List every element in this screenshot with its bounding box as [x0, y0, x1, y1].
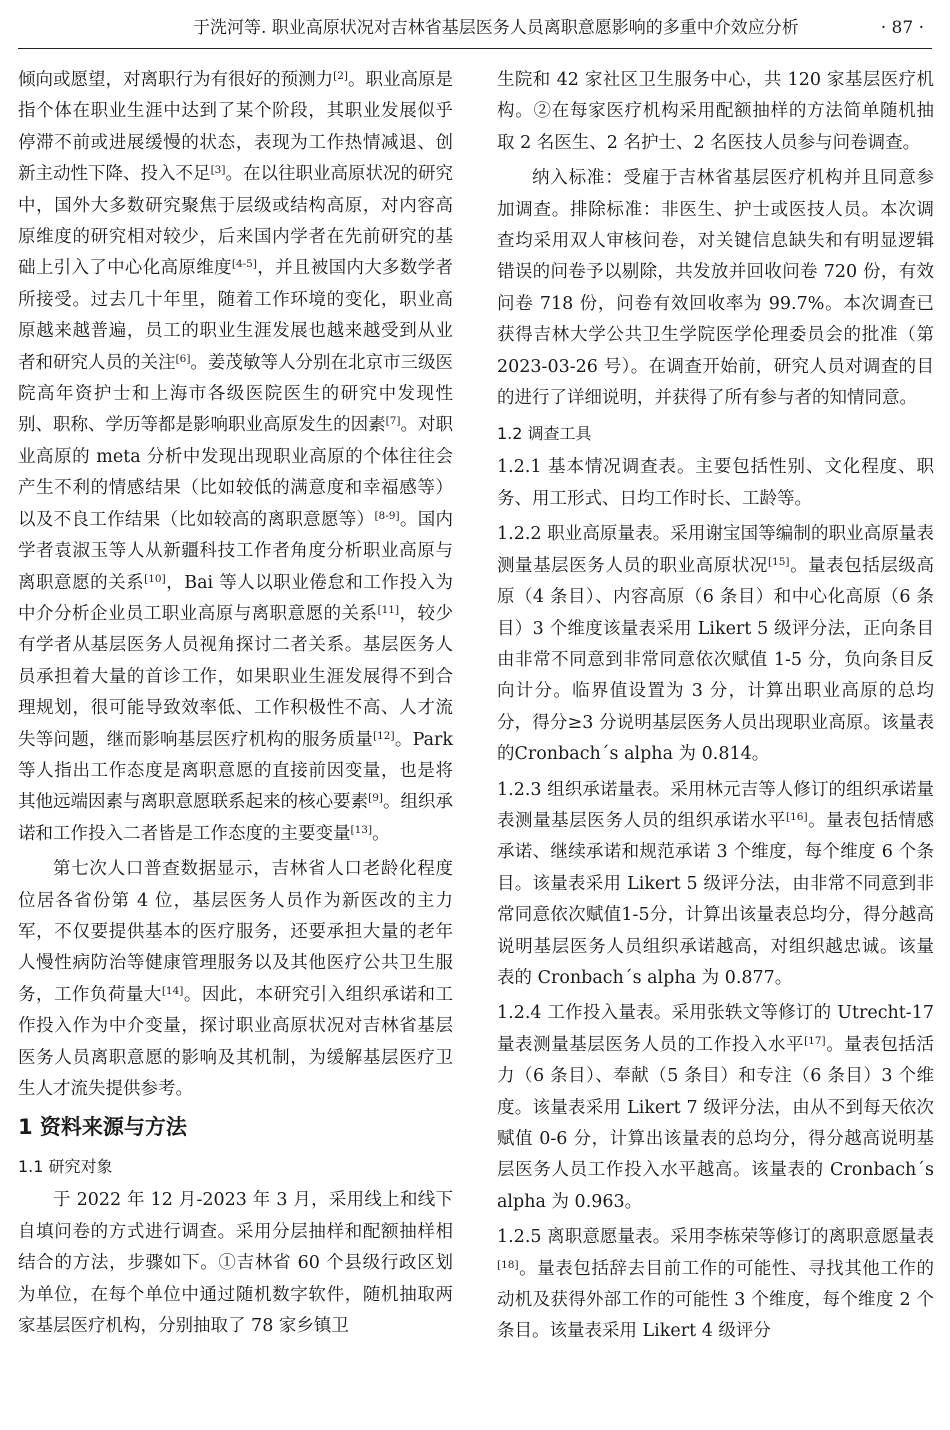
citation: [6] — [175, 352, 191, 365]
paragraph-turnover-scale: 1.2.5 离职意愿量表。采用李栋荣等修订的离职意愿量表[18]。量表包括辞去目前工作的可能性、寻找其他工作的动机及获得外部工作的可能性 3 个维度，每个维度 2 个条目。该量表采用 Likert 4 级评分 — [497, 1227, 934, 1342]
citation: [2] — [333, 70, 348, 82]
paragraph-sampling: 于 2022 年 12 月-2023 年 3 月，采用线上和线下自填问卷的方式进行调查。采用分层抽样和配额抽样相结合的方法，步骤如下。①吉林省 60 个县级行政区划为单位，在每个单位中通过随机数字软件，随机抽取两家基层医疗机构，分别抽取了 78 家乡镇卫 — [18, 1190, 453, 1337]
paragraph-engagement-scale: 1.2.4 工作投入量表。采用张轶文等修订的 Utrecht-17 量表测量基层医务人员的工作投入水平[17]。量表包括活力（6 条目）、奉献（5 条目）和专注（6 条目）3 个维度。该量表采用 Likert 7 级评分法，由从不到每天依次赋值 0-6 分，计算出该量表的总均分，得分越高说明基层医务人员工作投入水平越高。该量表的 Cronbach´s alpha 为 0.963。 — [497, 1003, 934, 1212]
citation: [17] — [804, 1034, 826, 1047]
paragraph-career-plateau-scale: 1.2.2 职业高原量表。采用谢宝国等编制的职业高原量表测量基层医务人员的职业高原状况[15]。量表包括层级高原（4 条目）、内容高原（6 条目）和中心化高原（6 条目）3 个维度该量表采用 Likert 5 级评分法，正向条目由非常不同意到非常同意依次赋值 1-5 分，负向条目反向计分。临界值设置为 3 分，计算出职业高原的总均分，得分≥3 分说明基层医务人员出现职业高原。该量表的Cronbach´s alpha 为 0.814。 — [497, 524, 934, 765]
section-heading-methods: 1 资料来源与方法 — [18, 1115, 187, 1140]
citation: [3] — [210, 164, 226, 177]
citation: [18] — [497, 1258, 519, 1271]
running-header — [18, 8, 932, 49]
subsection-heading-instruments: 1.2 调查工具 — [497, 424, 592, 444]
citation: [13] — [350, 823, 373, 836]
page-number: · 87 · — [880, 18, 924, 38]
right-column — [497, 65, 934, 1348]
citation: [4-5] — [231, 258, 257, 271]
citation: [7] — [385, 415, 401, 428]
citation: [14] — [161, 984, 184, 997]
running-title: 于洗河等. 职业高原状况对吉林省基层医务人员离职意愿影响的多重中介效应分析 — [193, 18, 799, 38]
citation: [16] — [786, 810, 808, 823]
citation: [9] — [368, 792, 383, 805]
paragraph-intro-continued: 倾向或愿望，对离职行为有很好的预测力[2]。职业高原是指个体在职业生涯中达到了某个阶段，其职业发展似乎停滞不前或进展缓慢的状态，表现为工作热情减退、创新主动性下降、投入不足[3]。在以往职业高原状况的研究中，国外大多数研究聚焦于层级或结构高原，对内容高原维度的研究相对较少，后来国内学者在先前研究的基础上引入了中心化高原维度[4-5]，并且被国内大多数学者所接受。过去几十年里，随着工作环境的变化，职业高原越来越普遍，员工的职业生涯发展也越来越受到从业者和研究人员的关注[6]。姜茂敏等人分别在北京市三级医院高年资护士和上海市各级医院医生的研究中发现性别、职称、学历等都是影响职业高原发生的因素[7]。对职业高原的 meta 分析中发现出现职业高原的个体往往会产生不利的情感结果（比如较低的满意度和幸福感等）以及不良工作结果（比如较高的离职意愿等）[8-9]。国内学者袁淑玉等人从新疆科技工作者角度分析职业高原与离职意愿的关系[10]，Bai 等人以职业倦怠和工作投入为中介分析企业员工职业高原与离职意愿的关系[11]，较少有学者从基层医务人员视角探讨二者关系。基层医务人员承担着大量的首诊工作，如果职业生涯发展得不到合理规划，很可能导致效率低、工作积极性不高、人才流失等问题，继而影响基层医疗机构的服务质量[12]。Park 等人指出工作态度是离职意愿的直接前因变量，也是将其他远端因素与离职意愿联系起来的核心要素[9]。组织承诺和工作投入二者皆是工作态度的主要变量[13]。 — [18, 70, 454, 844]
paragraph-population-aging: 第七次人口普查数据显示，吉林省人口老龄化程度位居各省份第 4 位，基层医务人员作为新医改的主力军，不仅要提供基本的医疗服务，还要承担大量的老年人慢性病防治等健康管理服务以及其他医疗公共卫生服务，工作负荷量大[14]。因此，本研究引入组织承诺和工作投入作为中介变量，探讨职业高原状况对吉林省基层医务人员离职意愿的影响及其机制，为缓解基层医疗卫生人才流失提供参考。 — [18, 859, 454, 1099]
subsection-heading-subjects: 1.1 研究对象 — [18, 1157, 113, 1177]
paragraph-sampling-continued: 生院和 42 家社区卫生服务中心，共 120 家基层医疗机构。②在每家医疗机构采用配额抽样的方法简单随机抽取 2 名医生、2 名护士、2 名医技人员参与问卷调查。 — [497, 70, 934, 153]
citation: [12] — [373, 729, 395, 742]
left-column — [18, 65, 453, 1342]
paragraph-basic-info: 1.2.1 基本情况调查表。主要包括性别、文化程度、职务、用工形式、日均工作时长、工龄等。 — [497, 457, 934, 509]
citation: [8-9] — [374, 509, 400, 522]
citation: [10] — [144, 572, 166, 585]
paragraph-commitment-scale: 1.2.3 组织承诺量表。采用林元吉等人修订的组织承诺量表测量基层医务人员的组织承诺水平[16]。量表包括情感承诺、继续承诺和规范承诺 3 个维度，每个维度 6 个条目。该量表采用 Likert 5 级评分法，由非常不同意到非常同意依次赋值1-5分，计算出该量表总均分，得分越高说明基层医务人员组织承诺越高，对组织越忠诚。该量表的 Cronbach´s alpha 为 0.877。 — [497, 779, 934, 988]
paragraph-inclusion-criteria: 纳入标准：受雇于吉林省基层医疗机构并且同意参加调查。排除标准：非医生、护士或医技人员。本次调查均采用双人审核问卷，对关键信息缺失和有明显逻辑错误的问卷予以剔除，共发放并回收问卷 720 份，有效问卷 718 份，问卷有效回收率为 99.7%。本次调查已获得吉林大学公共卫生学院医学伦理委员会的批准（第 2023-03-26 号）。在调查开始前，研究人员对调查的目的进行了详细说明，并获得了所有参与者的知情同意。 — [497, 168, 934, 409]
citation: [15] — [767, 555, 790, 568]
citation: [11] — [377, 603, 400, 616]
